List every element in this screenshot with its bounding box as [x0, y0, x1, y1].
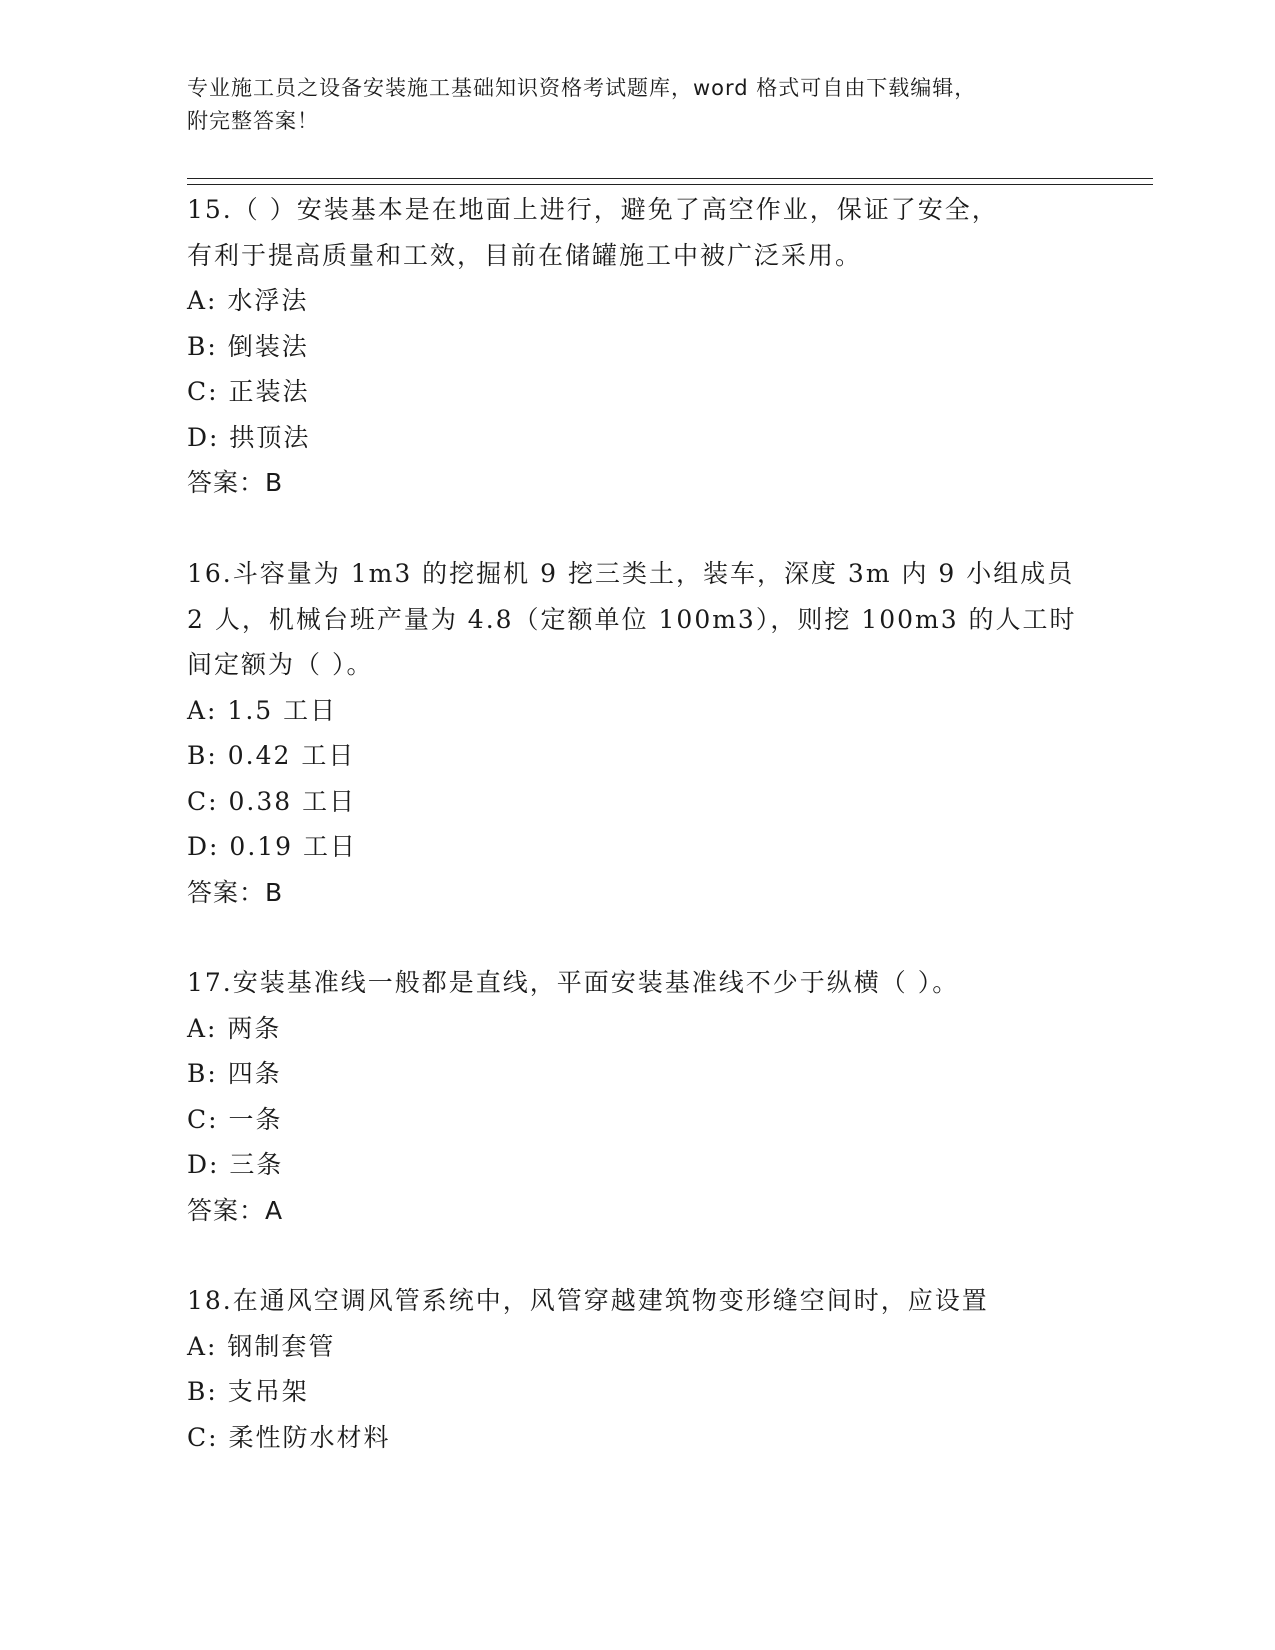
question-stem-line: 15.（ ）安装基本是在地面上进行，避免了高空作业，保证了安全，: [187, 195, 999, 224]
option-a: A: 两条: [187, 1013, 282, 1043]
header-line-1: 专业施工员之设备安装施工基础知识资格考试题库，word 格式可自由下载编辑，: [187, 76, 977, 100]
header-divider-bottom: [187, 184, 1153, 185]
question-stem-line: 18.在通风空调风管系统中，风管穿越建筑物变形缝空间时，应设置: [187, 1286, 989, 1315]
option-b: B: 四条: [187, 1059, 282, 1088]
answer-line: 答案：B: [187, 877, 284, 907]
header-line-2: 附完整答案！: [187, 109, 319, 133]
document-header: [187, 72, 1087, 138]
question-stem-line: 间定额为（ ）。: [187, 650, 374, 679]
question-stem-line: 有利于提高质量和工效，目前在储罐施工中被广泛采用。: [187, 240, 863, 270]
option-d: D: 拱顶法: [187, 422, 311, 452]
option-b: B: 0.42 工日: [187, 741, 356, 770]
answer-line: 答案：A: [187, 1195, 284, 1225]
question-15: [187, 187, 1147, 506]
option-d: D: 三条: [187, 1150, 284, 1179]
option-a: A: 钢制套管: [187, 1331, 336, 1361]
question-18: [187, 1278, 1147, 1460]
option-d: D: 0.19 工日: [187, 832, 358, 861]
option-c: C: 0.38 工日: [187, 786, 357, 816]
question-stem-line: 17.安装基准线一般都是直线，平面安装基准线不少于纵横（ ）。: [187, 968, 960, 997]
question-17: [187, 960, 1147, 1233]
option-c: C: 柔性防水材料: [187, 1422, 391, 1452]
answer-line: 答案：B: [187, 468, 284, 497]
header-divider-top: [187, 178, 1153, 179]
option-a: A: 1.5 工日: [187, 695, 338, 725]
question-16: [187, 551, 1147, 915]
option-c: C: 一条: [187, 1104, 283, 1134]
option-c: C: 正装法: [187, 377, 310, 406]
option-b: B: 倒装法: [187, 331, 309, 361]
question-stem-line: 2 人，机械台班产量为 4.8（定额单位 100m3），则挖 100m3 的人工时: [187, 604, 1077, 634]
question-stem-line: 16.斗容量为 1m3 的挖掘机 9 挖三类土，装车，深度 3m 内 9 小组成员: [187, 559, 1075, 588]
option-a: A: 水浮法: [187, 286, 309, 315]
option-b: B: 支吊架: [187, 1377, 309, 1406]
